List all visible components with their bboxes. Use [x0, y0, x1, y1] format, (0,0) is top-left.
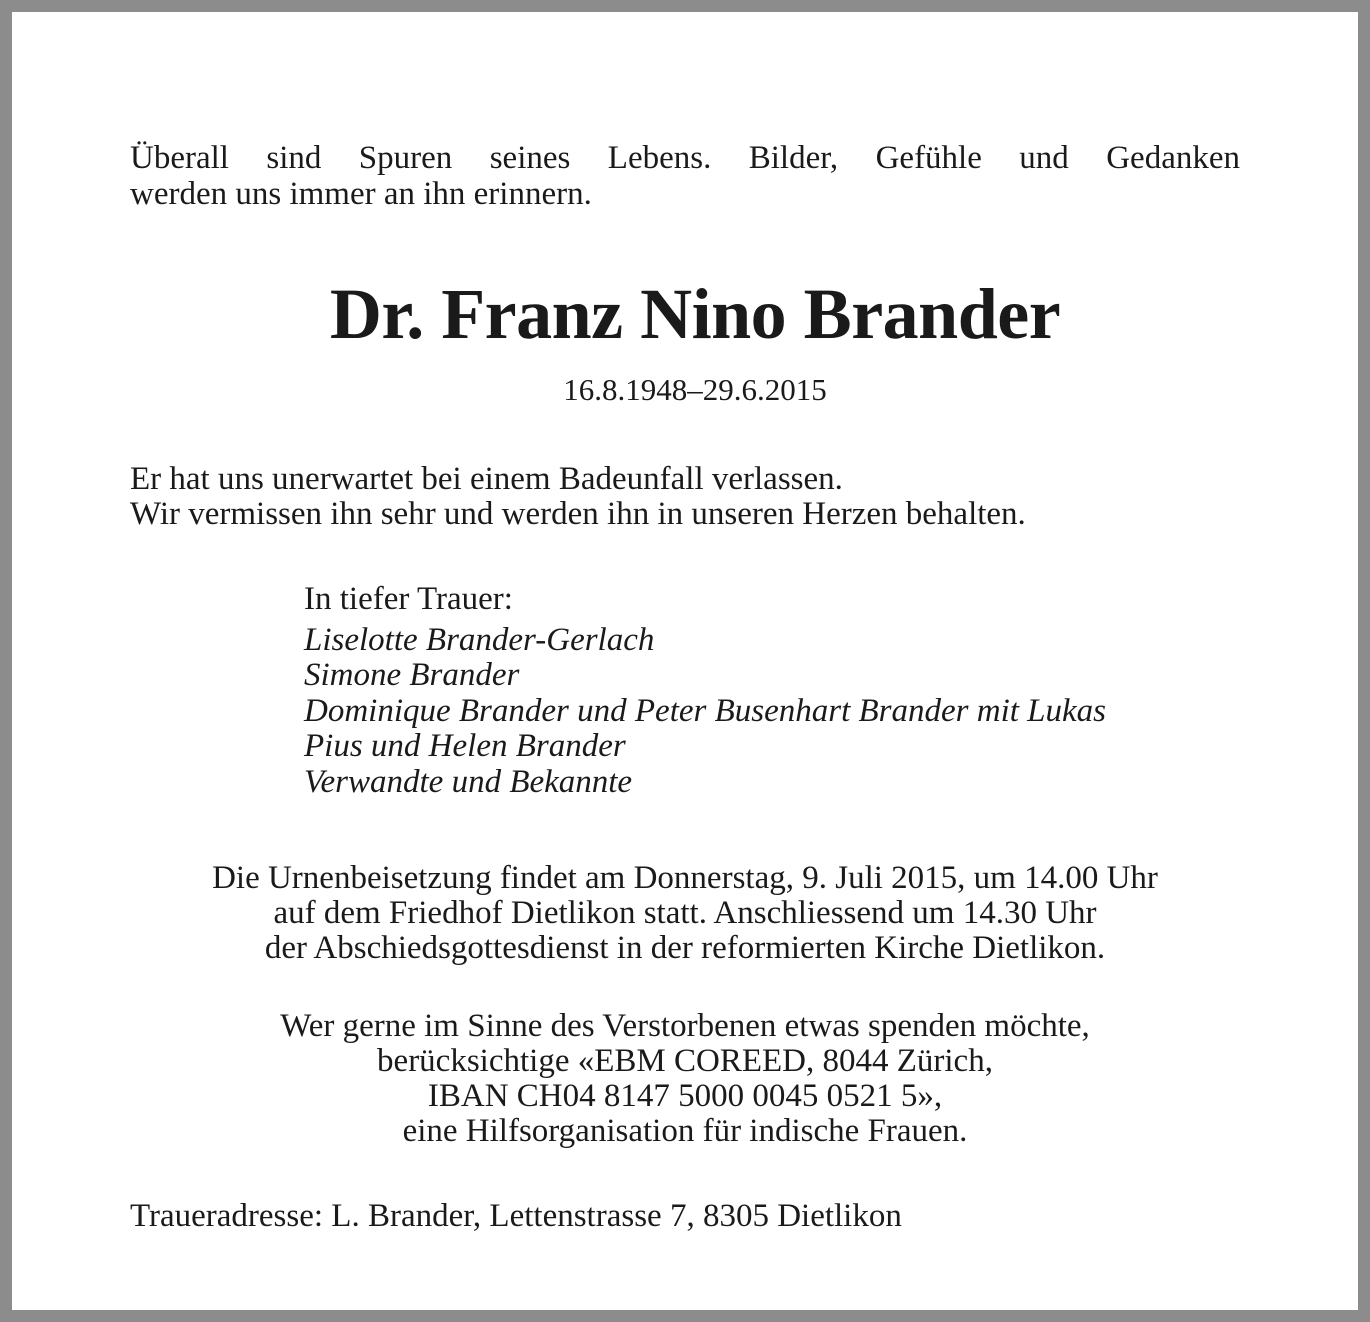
mourning-heading: In tiefer Trauer: — [304, 581, 513, 617]
deceased-name: Dr. Franz Nino Brander — [329, 274, 1061, 354]
message-line-2: Wir vermissen ihn sehr und werden ihn in unseren Herzen behalten. — [130, 496, 1026, 532]
mourners-block — [304, 582, 1264, 800]
mourner-name: Dominique Brander und Peter Busenhart Brander mit Lukas — [304, 692, 1107, 729]
farewell-message — [130, 462, 1260, 532]
intro-line-2: werden uns immer an ihn erinnern. — [130, 176, 592, 212]
obituary-page — [12, 12, 1358, 1310]
donation-notice — [130, 1009, 1240, 1149]
mourner-name: Verwandte und Bekannte — [304, 763, 633, 800]
donation-line-2: berücksichtige «EBM COREED, 8044 Zürich, — [377, 1043, 993, 1079]
ceremony-line-2: auf dem Friedhof Dietlikon statt. Anschliessend um 14.30 Uhr — [273, 895, 1097, 931]
donation-line-1: Wer gerne im Sinne des Verstorbenen etwas spenden möchte, — [280, 1008, 1090, 1044]
life-dates: 16.8.1948–29.6.2015 — [563, 372, 827, 407]
donation-line-3: IBAN CH04 8147 5000 0045 0521 5», — [427, 1078, 943, 1114]
mourner-name: Simone Brander — [304, 657, 520, 693]
donation-line-4: eine Hilfsorganisation für indische Frauen. — [402, 1113, 968, 1149]
mourner-name: Liselotte Brander-Gerlach — [304, 621, 655, 658]
ceremony-notice — [130, 861, 1240, 966]
ceremony-line-3: der Abschiedsgottesdienst in der reformierten Kirche Dietlikon. — [264, 930, 1106, 966]
ceremony-line-1: Die Urnenbeisetzung findet am Donnerstag, 9. Juli 2015, um 14.00 Uhr — [212, 860, 1158, 896]
intro-quote — [130, 140, 1240, 212]
mourner-name: Pius und Helen Brander — [304, 728, 626, 764]
message-line-1: Er hat uns unerwartet bei einem Badeunfall verlassen. — [130, 461, 843, 497]
intro-line-1: Überall sind Spuren seines Lebens. Bilder, Gefühle und Gedanken — [130, 140, 1240, 176]
mourning-address: Traueradresse: L. Brander, Lettenstrasse 7, 8305 Dietlikon — [130, 1198, 902, 1234]
